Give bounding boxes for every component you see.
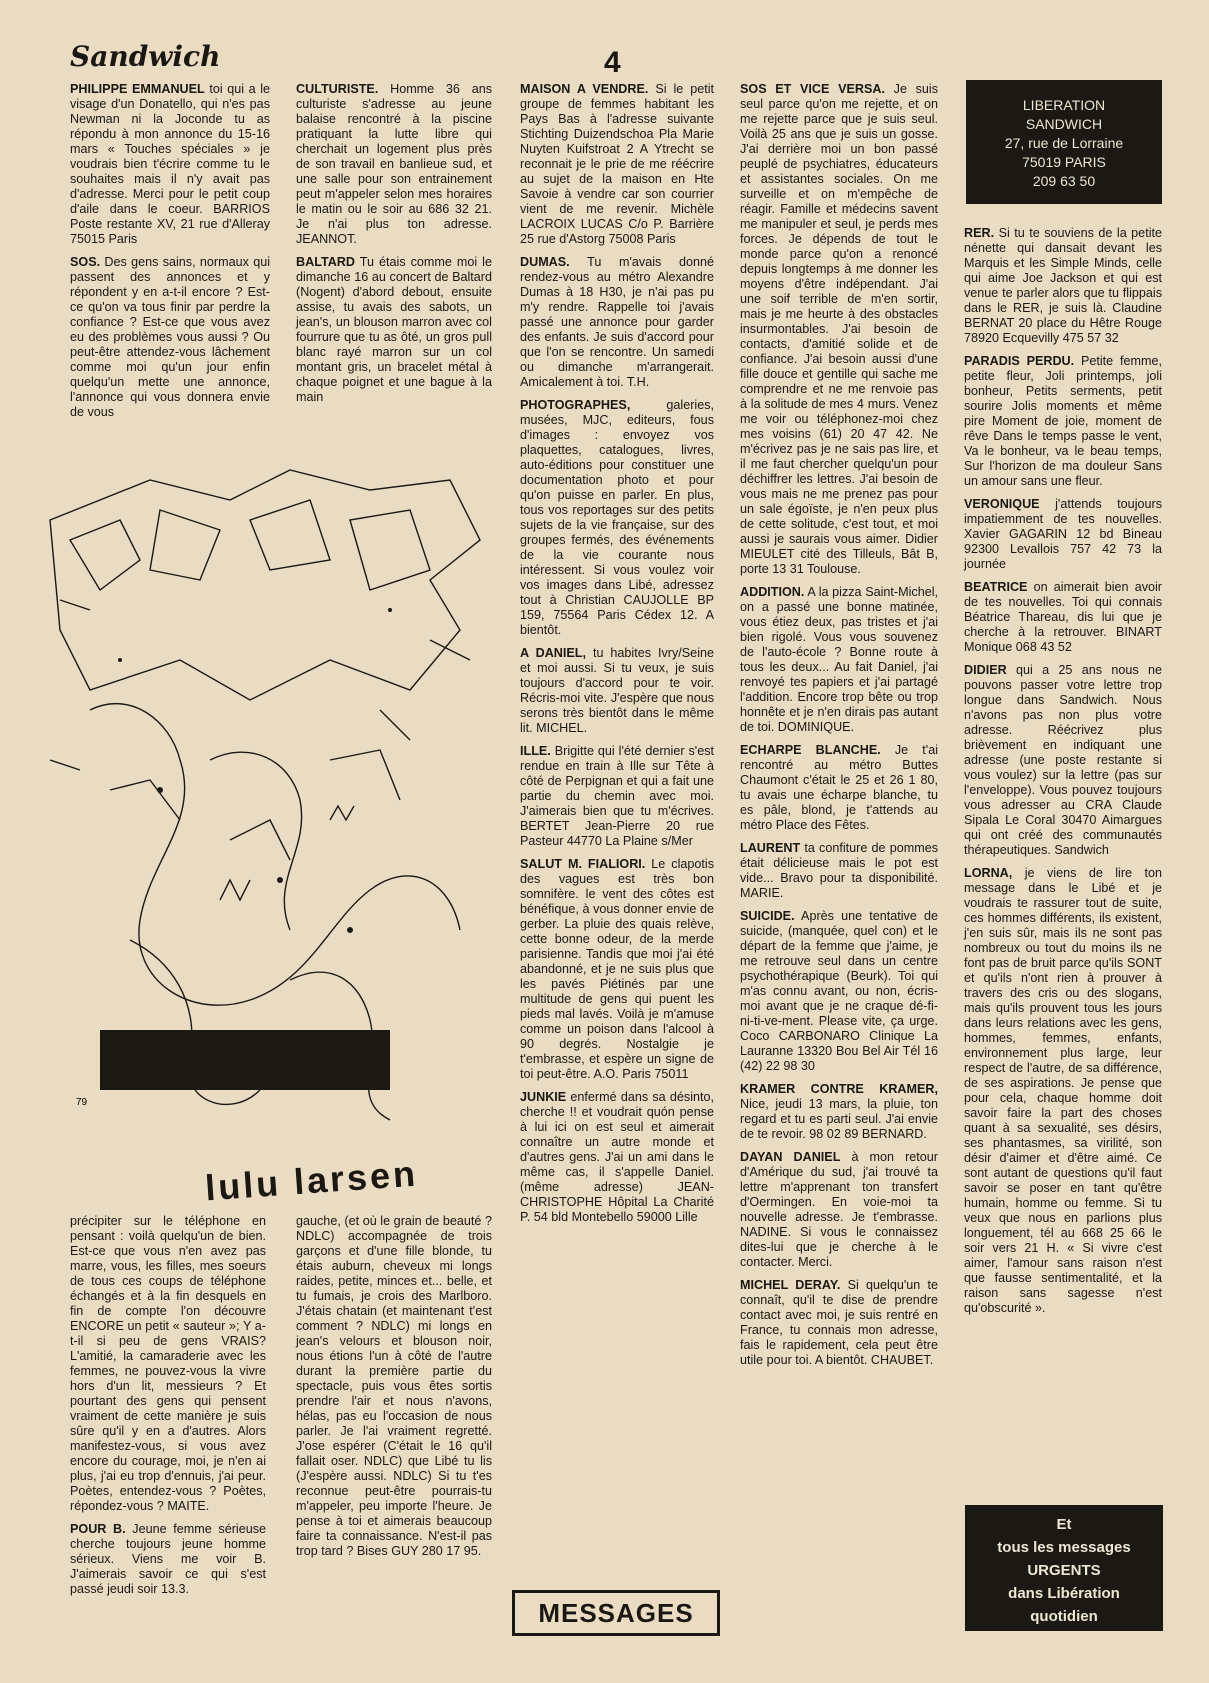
column-bottom-middle	[296, 1214, 492, 1567]
ad-body: toi qui a le visage d'un Donatello, qui n'es pas Newman ni la Joconde tu as répondu à mon annonce du 15-16 mars « Touches spéciales » je voudrais bien t'écrire comme tu le souhaites mais il n'y avait pas d'adresse. Merci pour le petit coup d'aile dans le coeur. BARRIOS Poste restante XV, 21 rue d'Alleray 75015 Paris	[70, 82, 270, 246]
ad-heading: MAISON A VENDRE.	[520, 82, 649, 96]
contact-box-line2: SANDWICH	[1025, 116, 1103, 132]
ad-heading: VERONIQUE	[964, 497, 1040, 511]
illustration-signature: 79	[76, 1097, 88, 1108]
contact-box-line1: LIBERATION	[1022, 97, 1106, 113]
classified-ad	[520, 255, 714, 390]
ad-body: à mon retour d'Amérique du sud, j'ai trouvé ta lettre m'apprenant ton transfert d'Oermingen. En voie-moi ta nouvelle adresse. Je t'embrasse. NADINE. Si vous le connaissez dites-lui que je cherche à le contacter. Merci.	[740, 1150, 938, 1269]
ad-heading: BEATRICE	[964, 580, 1028, 594]
ad-body: Si tu te souviens de la petite nénette qui dansait devant les Marquis et les Simple Minds, celle qui aime Joe Jackson et qui est venue te parler alors que tu flippais dans le RER, je suis là. Claudine BERNAT 20 place du Hêtre Rouge 78920 Ecquevilly 475 57 32	[964, 226, 1162, 345]
urgent-box-line3: URGENTS	[1027, 1562, 1101, 1579]
ad-heading: POUR B.	[70, 1522, 126, 1536]
classified-ad	[964, 580, 1162, 655]
ad-body: tu habites Ivry/Seine et moi aussi. Si tu veux, je suis toujours d'accord pour te voir. Récris-moi vite. J'espère que nous serons très bientôt dans le même lit. MICHEL.	[520, 646, 714, 735]
column-4	[740, 82, 938, 1376]
ad-heading: PHILIPPE EMMANUEL	[70, 82, 205, 96]
classified-ad	[740, 743, 938, 833]
classified-ad	[520, 1090, 714, 1225]
ad-body: je viens de lire ton message dans le Libé et je voudrais te rassurer tout de suite, ces hommes différents, ils existent, j'en suis sûr, mais ils ne sont pas nombreux ou tout du moins ils ne font pas de bruit parce qu'ils SONT et qu'ils n'ont rien à prouver à travers des cris ou des slogans, mais qu'ils prouvent tous les jours dans leurs relations avec les gens, hommes, femmes, enfants, environnement plus large, leur respect de l'autre, de sa différence, de ses aspirations. Je pense que pour cela, chaque homme doit savoir faire la part des choses quant à sa sexualité, ses désirs, ses phantasmes, sa virilité, son désir d'aimer et d'être aimé. Ce sont autant de questions qu'il faut savoir se poser en tant qu'être humain, homme ou femme. Si tu veux que nous en parlions plus longuement, tél au 668 25 66 le soir vers 21 H. « Si vivre c'est aimer, l'amour sans raison n'est que fausse sentimentalité, et la raison sans sagesse n'est qu'obscurité ».	[964, 866, 1163, 1315]
ad-heading: ADDITION.	[740, 585, 805, 599]
ad-body: Tu m'avais donné rendez-vous au métro Alexandre Dumas à 18 H30, je n'ai pas pu m'y rendre. Rappelle toi j'avais passé une annonce pour garder des enfants. Je suis d'accord pour que l'on se rencontre. Un samedi ou dimanche m'arrangerait. Amicalement à toi. T.H.	[520, 255, 714, 389]
column-5	[964, 226, 1162, 1324]
ad-body: Si le petit groupe de femmes habitant les Pays Bas à l'adresse suivante Stichting Duizendschoa Pla Marie Nuyten Kuifstroat 2 A Ytrecht se reconnait je le prie de me réécrire au sujet de la maison en Hte Savoie à vendre car son courrier vient de me revenir. Michèle LACROIX LUCAS C/o P. Barrière 25 rue d'Astorg 75008 Paris	[520, 82, 714, 246]
column-2	[296, 82, 492, 413]
ad-heading: DAYAN DANIEL	[740, 1150, 841, 1164]
classified-ad	[964, 354, 1162, 489]
ad-body: Tu étais comme moi le dimanche 16 au concert de Baltard (Nogent) d'abord debout, ensuite assise, tu avais des sabots, un jean's, un blouson marron avec col fourrure que tu as ôté, un gros pull blanc rayé marron sur un col montant gris, un bracelet métal à chaque poignet et une bague à la main	[296, 255, 492, 404]
ad-heading: SOS ET VICE VERSA.	[740, 82, 885, 96]
classified-ad	[740, 82, 938, 577]
classified-ad	[70, 255, 270, 420]
column-1	[70, 82, 270, 428]
classified-ad	[740, 909, 938, 1074]
ad-body: on aimerait bien avoir de tes nouvelles. Toi qui connais Béatrice Thareau, dis lui que je cherche à la retrouver. BINART Monique 068 43 52	[964, 580, 1163, 654]
urgent-box-line4: dans Libération	[1008, 1585, 1120, 1602]
classified-ad	[964, 866, 1162, 1316]
page-number: 4	[604, 46, 621, 79]
contact-box-line5: 209 63 50	[1032, 173, 1096, 189]
ad-body: précipiter sur le téléphone en pensant : voilà quelqu'un de bien. Est-ce que vous n'en avez pas marre, vous, les filles, mes soeurs de tous ces coups de téléphone échangés et à la fin desquels en fin de compte l'on découvre ENCORE un petit « sauteur »; Y a-t-il si peu de gens VRAIS? L'amitié, la camaraderie avec les femmes, ne pouvez-vous la vivre hors d'un lit, messieurs ? Et pourtant des gens qui pensent vraiment de cette manière je suis sûre qu'il y en a d'autres. Alors manifestez-vous, si vous avez encore du courage, moi, je n'en ai plus, j'ai eu trop d'ennuis, j'ai peur. Poètes, entendez-vous ? Poètes, répondez-vous ? MAITE.	[70, 1214, 266, 1513]
urgent-box-line5: quotidien	[1030, 1608, 1098, 1625]
ad-body: Des gens sains, normaux qui passent des annonces et y répondent y en a-t-il encore ? Est-ce qu'on va tous finir par perdre la confiance ? Est-ce que vous avez eu des problèmes vous aussi ? Ou peut-être attendez-vous lâchement comme moi qu'un jour enfin quelqu'un mette une annonce, l'annonce qui vous donnera envie de vous	[70, 255, 270, 419]
masthead: Sandwich	[70, 40, 221, 73]
ad-heading: SOS.	[70, 255, 101, 269]
ad-body: Si quelqu'un te connaît, qu'il te dise de prendre contact avec moi, je suis rentré en France, tu connais mon adresse, fais le rapidement, cela peut être utile pour toi. A bientôt. CHAUBET.	[740, 1278, 938, 1367]
ad-body: Jeune femme sérieuse cherche toujours jeune homme sérieux. Viens me voir B. J'aimerais savoir ce qui s'est passé jeudi soir 13.3.	[70, 1522, 267, 1596]
messages-label: MESSAGES	[512, 1590, 720, 1636]
contact-box	[966, 80, 1162, 204]
column-bottom-left	[70, 1214, 266, 1605]
illustration-caption: lulu larsen	[203, 1152, 420, 1209]
ad-heading: DIDIER	[964, 663, 1007, 677]
ad-body: Brigitte qui l'été dernier s'est rendue en train à Ille sur Tête à côté de Perpignan et qui a fait une partie du chemin avec moi. J'aimerais bien que tu m'écrives. BERTET Jean-Pierre 20 rue Pasteur 44770 La Plaine s/Mer	[520, 744, 715, 848]
classified-ad	[740, 841, 938, 901]
ad-body: qui a 25 ans nous ne pouvons passer votre lettre trop longue dans Sandwich. Nous n'avons pas non plus votre adresse. Réécrivez plus brièvement en indiquant une adresse (une poste restante si vous voulez) sur la lettre (pas sur l'enveloppe). Vous pouvez toujours vous adresser au CRA Claude Sipala Le Coral 30470 Aimargues qui ont créé des communautés thérapeutiques. Sandwich	[964, 663, 1162, 857]
ad-body: Je t'ai rencontré au métro Buttes Chaumont c'était le 25 et 26 1 80, tu avais une écharpe blanche, tu es pâle, blond, je t'attends au métro Place des Fêtes.	[740, 743, 938, 832]
ad-heading: RER.	[964, 226, 995, 240]
ad-heading: ECHARPE BLANCHE.	[740, 743, 881, 757]
classified-ad	[70, 1522, 266, 1597]
classified-ad	[740, 585, 938, 735]
classified-ad	[964, 226, 1162, 346]
illustration	[30, 460, 500, 1220]
ad-heading: LAURENT	[740, 841, 801, 855]
ad-body: A la pizza Saint-Michel, on a passé une bonne matinée, vous étiez deux, pas tristes et j'ai bien rigolé. Vous vous souvenez de l'auto-école ? Bonne route à tous les deux... Au fait Daniel, j'ai renvoyé tes papiers et j'ai partagé l'addition. Encore trop bête ou trop honnête et je n'en dirais pas autant de toi. DOMINIQUE.	[740, 585, 938, 734]
ad-body: Je suis seul parce qu'on me rejette, et on me rejette parce que je suis seul. Voilà 25 ans que je suis un gosse. J'ai derrière moi un bon passé peuplé de psychiatres, éducateurs et assistantes sociales. On me surveille et on m'empêche de réagir. Famille et médecins savent me manipuler et seul, je perds mes forces. Je dépends de tout le monde parce qu'on a renoncé depuis longtemps à me donner les moyens d'être indépendant. J'ai une soif terrible de m'en sortir, mais je me heurte à des obstacles insurmontables. J'ai besoin de contacts, d'amitié solide et de confiance. J'ai besoin aussi d'une fille douce et gentille qui sache me comprendre et ne me renvoie pas à la solitude de mes 4 murs. Venez me voir ou téléphonez-moi chez mes voisins (61) 20 47 42. Ne m'écrivez pas je ne sais pas lire, et il me faut chercher quelqu'un pour déchiffrer les lettres. J'ai besoin de vous mais ne me prenez pas pour un sale égoïste, je n'en peux plus de cette solitude, c'est tout, et moi aussi je saurais vous aimer. Didier MIEULET cité des Tilleuls, Bât B, porte 13 31 Toulouse.	[740, 82, 939, 576]
ad-body: Homme 36 ans culturiste s'adresse au jeune balaise rencontré à la piscine pratiquant la lutte libre qui cherchait un logement plus près de son travail en banlieue sud, et une salle pour son entrainement peut m'appeler selon mes horaires le matin ou le soir au 686 32 21. Je n'ai plus ton adresse. JEANNOT.	[296, 82, 492, 246]
ad-body: Petite femme, petite fleur, Joli printemps, joli bonheur, Petits serments, petit sourire Jolis moments et même pire Moment de joie, moment de rêve Dans le temps passe le vent, Va le bonheur, va le beau temps, Sur l'horizon de ma douleur Sans un amour sans une fleur.	[964, 354, 1162, 488]
classified-ad	[964, 663, 1162, 858]
classified-ad	[70, 1214, 266, 1514]
classified-ad	[70, 82, 270, 247]
classified-ad	[520, 857, 714, 1082]
ad-heading: SUICIDE.	[740, 909, 795, 923]
contact-box-line4: 75019 PARIS	[1022, 154, 1106, 170]
classified-ad	[520, 398, 714, 638]
classified-ad	[296, 1214, 492, 1559]
ad-heading: ILLE.	[520, 744, 551, 758]
classified-ad	[964, 497, 1162, 572]
ad-heading: A DANIEL,	[520, 646, 586, 660]
urgent-box-line2: tous les messages	[997, 1539, 1131, 1556]
classified-ad	[520, 82, 714, 247]
classified-ad	[740, 1278, 938, 1368]
ad-heading: PHOTOGRAPHES,	[520, 398, 631, 412]
contact-box-line3: 27, rue de Lorraine	[1004, 135, 1124, 151]
classified-ad	[296, 255, 492, 405]
ad-body: enfermé dans sa désinto, cherche !! et voudrait quón pense à lui ici on est seul et aimerait connaître un autre monde et d'autres gens. J'ai un ami dans le même cas, il s'appelle Daniel. (même adresse) JEAN-CHRISTOPHE Hôpital La Charité P. 54 bld Montebello 59000 Lille	[520, 1090, 715, 1224]
ad-heading: BALTARD	[296, 255, 355, 269]
classified-ad	[296, 82, 492, 247]
ad-body: Nice, jeudi 13 mars, la pluie, ton regard et tu es parti seul. J'ai envie de te revoir. 98 02 89 BERNARD.	[740, 1097, 938, 1141]
urgent-messages-box	[965, 1505, 1163, 1631]
ad-body: j'attends toujours impatiemment de tes nouvelles. Xavier GAGARIN 12 bd Bineau 92300 Levallois 757 42 73 la journée	[964, 497, 1162, 571]
urgent-box-line1: Et	[1056, 1516, 1072, 1533]
ad-heading: JUNKIE	[520, 1090, 567, 1104]
ad-heading: LORNA,	[964, 866, 1013, 880]
ad-heading: SALUT M. FIALIORI.	[520, 857, 646, 871]
ad-heading: MICHEL DERAY.	[740, 1278, 841, 1292]
classified-ad	[520, 646, 714, 736]
classified-ad	[740, 1150, 938, 1270]
ad-heading: KRAMER CONTRE KRAMER,	[740, 1082, 938, 1096]
ad-heading: PARADIS PERDU.	[964, 354, 1075, 368]
ad-body: galeries, musées, MJC, editeurs, fous d'images : envoyez vos plaquettes, catalogues, livres, auto-éditions pour constituer une documentation photo et pour qu'on puisse en parler. En plus, tous vos reportages sur des petits sujets de la vie française, sur des groupes fermés, des événements de la vie courante nous intéressent. Si vous voulez voir vos images dans Libé, adressez tout à Christian CAUJOLLE BP 159, 75564 Paris Cédex 12. A bientôt.	[520, 398, 714, 637]
ad-body: gauche, (et où le grain de beauté ? NDLC) accompagnée de trois garçons et d'une fille blonde, tu étais auburn, cheveux mi longs raides, petite, minces et... belle, et tu fumais, je crois des Marlboro. J'étais chatain (et maintenant t'est comment ? NDLC) mi longs en jean's velours et blouson noir, nous étions l'un à côté de l'autre durant la première partie du spectacle, puis vous êtes sortis prendre l'air et nous n'avons, hélas, pas eu l'occasion de nous parler. Je l'ai vraiment regretté. J'ose espérer (C'était le 16 qu'il fallait oser. NDLC) que Libé tu lis (J'espère aussi. NDLC) Si tu t'es reconnue peut-être pourrais-tu m'appeler, peu importe l'heure. Je pense à toi et aimerais beaucoup faire ta connaissance. N'est-il pas trop tard ? Bises GUY 280 17 95.	[296, 1214, 492, 1558]
column-3	[520, 82, 714, 1233]
ad-body: Le clapotis des vagues est très bon somnifère. le vent des côtes est bénéfique, à vous donner envie de gerber. La pluie des quais relève, cette bonne odeur, de la merde parisienne. Tandis que moi j'ai été abandonné, et je ne suis plus que les pavés Piétinés par une multitude de gens qui puent les pieds mal lavés. Voilà je m'amuse comme un poison dans l'alcool à 90 degrés. Nostalgie je t'embrasse, et espère un signe de toi peut-être. A.O. Paris 75011	[520, 857, 714, 1081]
ad-body: ta confiture de pommes était délicieuse mais le pot est vide... Bravo pour ta disponibilité. MARIE.	[740, 841, 938, 900]
classified-ad	[740, 1082, 938, 1142]
ad-heading: DUMAS.	[520, 255, 570, 269]
classified-ad	[520, 744, 714, 849]
ad-heading: CULTURISTE.	[296, 82, 379, 96]
ad-body: Après une tentative de suicide, (manquée, quel con) et le départ de la femme que j'aime, je me retrouve seul dans un centre psychothérapique (Beurk). Toi qui m'as connu avant, ou non, écris-moi avant que je ne craque dé-fi-ni-ti-ve-ment. Please vite, ça urge. Coco CARBONARO Clinique La Lauranne 13320 Bou Bel Air Tél 16 (42) 22 98 30	[740, 909, 938, 1073]
